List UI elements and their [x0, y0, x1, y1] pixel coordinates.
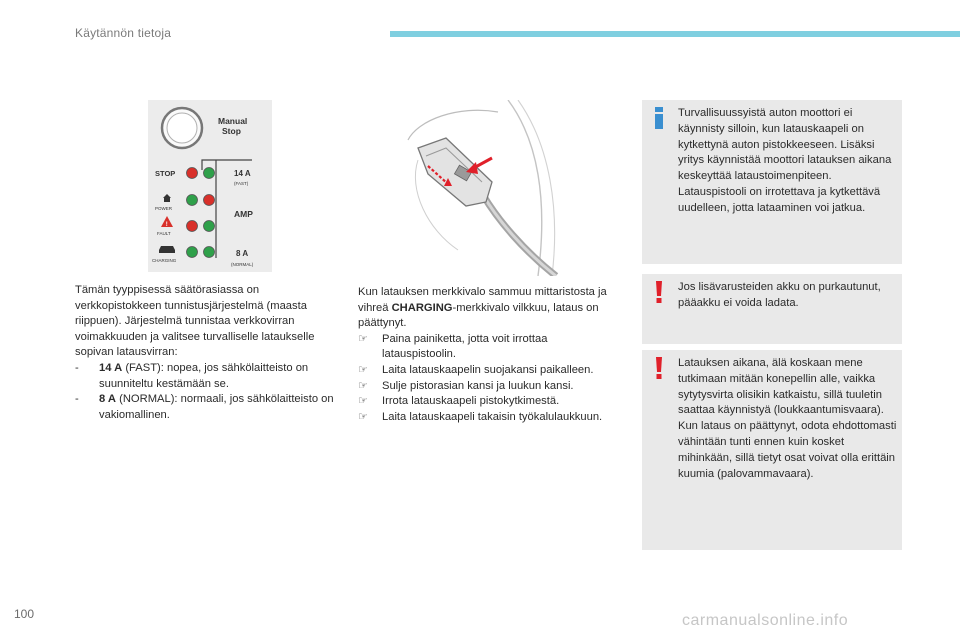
end-of-charging-text — [358, 285, 623, 425]
dash-marker: - — [75, 361, 79, 374]
current-selection-text — [75, 283, 340, 423]
power-led — [187, 195, 198, 206]
manual-label: Manual — [218, 116, 248, 126]
list-item-fast — [75, 361, 340, 392]
charging-car-icon — [159, 246, 175, 253]
charging-keyword: CHARGING — [391, 301, 453, 314]
warning-note-box — [642, 274, 902, 344]
info-note-box — [642, 100, 902, 264]
charging-label: CHARGING — [152, 258, 177, 263]
fast-amp-label: 14 A — [234, 169, 251, 178]
fast-amp-value: 14 A — [99, 361, 123, 374]
page-number: 100 — [14, 607, 35, 621]
list-item-normal — [75, 392, 340, 423]
list-item: ☞ Paina painiketta, jotta voit irrottaa latauspistoolin. — [358, 332, 548, 361]
info-icon — [652, 106, 666, 130]
dash-marker: - — [75, 393, 79, 406]
fault-led — [187, 221, 198, 232]
pointing-hand-icon: ☞ — [358, 395, 369, 408]
charging-plug-illustration — [388, 100, 576, 276]
pointing-hand-icon: ☞ — [358, 379, 369, 392]
normal-tag-label: (NORMAL) — [231, 262, 254, 267]
pointing-hand-icon: ☞ — [358, 363, 369, 376]
list-item: ☞ Laita latauskaapeli takaisin työkalulaukkuun. — [358, 410, 623, 426]
amp-red-led — [204, 195, 215, 206]
pointing-hand-icon: ☞ — [358, 410, 369, 423]
list-item: ☞ Laita latauskaapelin suojakansi paikalleen. — [358, 363, 623, 379]
normal-amp-value: 8 A — [99, 393, 116, 406]
power-icon — [163, 194, 171, 202]
charging-led — [187, 247, 198, 258]
fast-led — [204, 168, 215, 179]
amp-label: AMP — [234, 209, 253, 219]
stop-label: Stop — [222, 126, 241, 136]
fault-label: FAULT — [157, 231, 171, 236]
stop-indicator-label: STOP — [155, 169, 176, 178]
watermark: carmanualsonline.info — [682, 612, 849, 629]
plug-handle-icon — [418, 138, 492, 206]
current-selection-intro: Tämän tyyppisessä säätörasiassa on verkkopistokkeen tunnistusjärjestelmä (maasta riippuen). Järjestelmä tunnistaa verkkovirran voimakkuuden ja valitsee turvalliselle lataukselle sopivan latausvirran: — [75, 284, 315, 359]
normal-led — [204, 247, 215, 258]
normal-amp-label: 8 A — [236, 249, 249, 258]
warning-note-text: Latauksen aikana, älä koskaan mene tutkimaan mitään konepellin alle, vaikka sytytysvirta olisikin katkaistu, sillä tuuletin saattaa käynnistyä (loukkaantumisvaara). Kun lataus on päättynyt, odota ehdottomasti vähintään tunti ennen kuin kosket mihinkään, sillä tietyt osat voivat olla erittäin kuumia (palovammavaara). — [678, 357, 897, 480]
warning-note-box — [642, 350, 902, 550]
page-header-title: Käytännön tietoja — [75, 26, 172, 40]
info-note-text: Turvallisuussyistä auton moottori ei käynnisty silloin, kun latauskaapeli on kytkettynä auton pistokkeeseen. Lisäksi yritys käynnistää moottori latauksen aikana keskeyttää lataustoimenpiteen. Latauspistooli on irrotettava ja kytkettävä uudelleen, jotta lataaminen voi jatkua. — [678, 107, 892, 214]
warning-note-text: Jos lisävarusteiden akku on purkautunut, pääakku ei voida ladata. — [678, 281, 881, 309]
stop-led — [187, 168, 198, 179]
amp-green-led — [204, 221, 215, 232]
list-item: ☞ Sulje pistorasian kansi ja luukun kansi. — [358, 379, 623, 395]
fast-description: (FAST): nopea, jos sähkölaitteisto on suunniteltu kestämään se. — [99, 361, 309, 390]
warning-icon — [652, 280, 666, 304]
end-of-charging-intro: Kun latauksen merkkivalo sammuu mittaristosta ja vihreä CHARGING-merkkivalo vilkkuu, lataus on päättynyt. — [358, 286, 607, 330]
pointing-hand-icon: ☞ — [358, 332, 369, 345]
charging-plug-svg — [388, 100, 576, 276]
control-box-svg — [148, 100, 272, 272]
fast-tag-label: (FAST) — [234, 181, 249, 186]
header-accent-bar — [390, 31, 960, 37]
charging-control-box-illustration — [148, 100, 272, 272]
normal-description: (NORMAL): normaali, jos sähkölaitteisto on vakiomallinen. — [99, 393, 334, 421]
power-label: POWER — [155, 206, 173, 211]
warning-icon — [652, 356, 666, 380]
list-item: ☞ Irrota latauskaapeli pistokytkimestä. — [358, 394, 623, 410]
svg-text:!: ! — [165, 222, 168, 228]
